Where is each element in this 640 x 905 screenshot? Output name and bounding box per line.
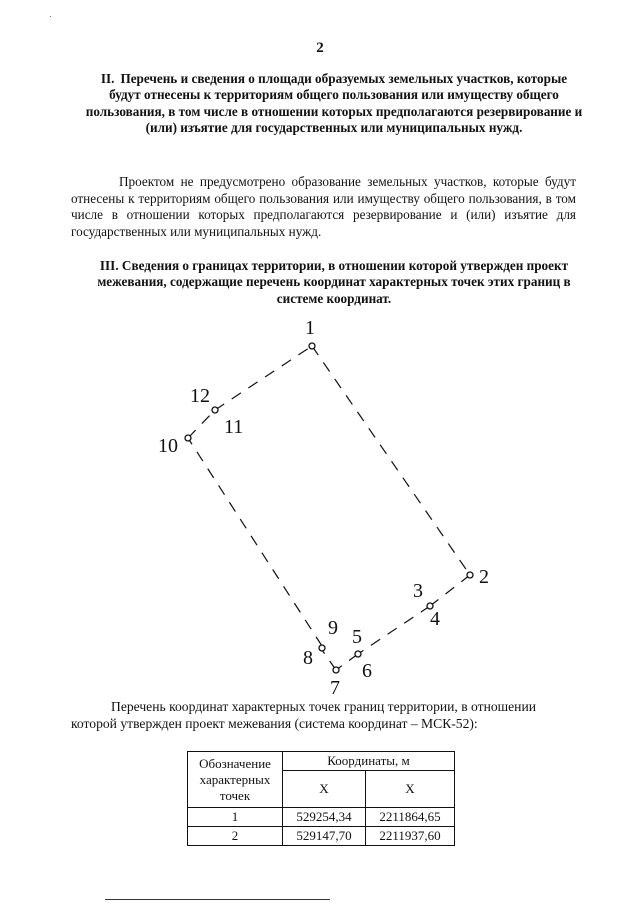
cell-y: 2211937,60 bbox=[366, 827, 455, 846]
point-marker-7 bbox=[333, 667, 339, 673]
cell-x: 529254,34 bbox=[283, 808, 366, 827]
header-x: X bbox=[283, 771, 366, 808]
section-2-paragraph: Проектом не предусмотрено образование земельных участков, которые будут отнесены к территориям общего пользования или имуществу общего пользования, в том числе в отношении которых предполагаются резервирование и (или) изъятие для государственных или муниципальных нужд. bbox=[71, 174, 576, 239]
boundary-segment-10-11 bbox=[188, 410, 215, 438]
header-point: Обозначение характерных точек bbox=[188, 752, 283, 808]
boundary-segment-7-8 bbox=[322, 650, 336, 670]
header-y: X bbox=[366, 771, 455, 808]
point-marker-5-6 bbox=[355, 651, 361, 657]
boundary-segment-9-10 bbox=[188, 438, 322, 646]
table-row bbox=[188, 827, 455, 846]
point-label-4: 4 bbox=[430, 608, 440, 630]
table-header-row bbox=[188, 752, 455, 771]
point-label-7: 7 bbox=[330, 677, 340, 699]
point-label-12: 12 bbox=[190, 385, 210, 407]
point-label-8: 8 bbox=[303, 647, 313, 669]
boundary-segment-6-7 bbox=[336, 654, 358, 670]
section-2-number: II. bbox=[100, 71, 115, 86]
cell-point: 1 bbox=[188, 808, 283, 827]
point-label-5: 5 bbox=[352, 626, 362, 648]
page-number: 2 bbox=[316, 40, 324, 56]
footer-rule bbox=[105, 899, 330, 900]
point-marker-8-9 bbox=[319, 645, 325, 651]
cell-y: 2211864,65 bbox=[366, 808, 455, 827]
cell-x: 529147,70 bbox=[283, 827, 366, 846]
point-marker-10 bbox=[185, 435, 191, 441]
table-caption: Перечень координат характерных точек границ территории, в отношении которой утвержден проект межевания (система координат – МСК-52): bbox=[71, 699, 537, 731]
point-label-6: 6 bbox=[362, 660, 372, 682]
point-marker-1 bbox=[309, 343, 315, 349]
point-marker-11-12 bbox=[212, 407, 218, 413]
point-label-3: 3 bbox=[413, 580, 423, 602]
point-marker-2 bbox=[467, 572, 473, 578]
boundary-segment-1-2 bbox=[312, 346, 470, 575]
section-2-title: Перечень и сведения о площади образуемых земельных участков, которые будут отнесены к территориям общего пользования или имуществу общего пользования, в том числе в отношении которых предполагаются резервирование и (или) изъятие для государственных или муниципальных нужд. bbox=[85, 71, 583, 136]
section-3-title: Сведения о границах территории, в отношении которой утвержден проект межевания, содержащие перечень координат характерных точек этих границ в системе координат. bbox=[97, 258, 571, 306]
point-label-9: 9 bbox=[328, 617, 338, 639]
coordinates-table bbox=[187, 751, 455, 846]
point-label-1: 1 bbox=[305, 317, 315, 339]
point-label-10: 10 bbox=[158, 435, 178, 457]
boundary-segment-12-1 bbox=[215, 346, 312, 410]
boundary-segment-2-3 bbox=[430, 575, 470, 606]
section-3-number: III. bbox=[99, 258, 119, 273]
point-label-2: 2 bbox=[479, 566, 489, 588]
cell-point: 2 bbox=[188, 827, 283, 846]
point-label-11: 11 bbox=[224, 416, 244, 438]
boundary-segment-4-5 bbox=[358, 606, 430, 654]
table-row bbox=[188, 808, 455, 827]
header-coordinates: Координаты, м bbox=[283, 752, 455, 771]
